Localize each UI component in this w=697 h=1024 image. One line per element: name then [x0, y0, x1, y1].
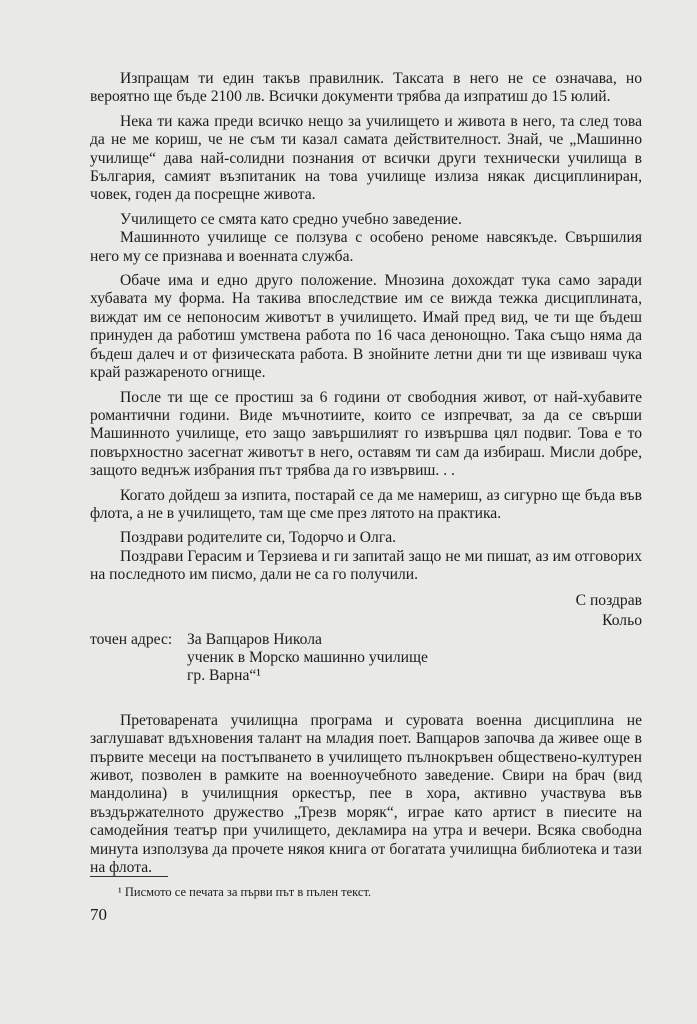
letter-paragraph-1: Изпращам ти един такъв правилник. Таксата в него не се означава, но вероятно ще бъде 2100 лв. Всички документи трябва да изпратиш до 15 юлий. [90, 70, 642, 106]
address-label: точен адрес: [90, 630, 173, 648]
letter-paragraph-5: Обаче има и едно друго положение. Мнозина дохождат тука само заради хубавата му форма. На такива впоследствие им се вижда тежка дисциплината, виждат им се непоносим животът в училището. Имай пред вид, че ти ще бъдеш принуден да работиш умствена работа по 16 часа денонощно. Така също няма да бъдеш далеч и от физическата работа. В знойните летни дни ти ще извиваш чука край разжареното огнище. [90, 272, 642, 382]
letter-paragraph-8: Поздрави родителите си, Тодорчо и Олга. [120, 529, 397, 547]
letter-paragraph-9: Поздрави Герасим и Терзиева и ги запитай защо не ми пишат, аз им отговорих на последното им писмо, дали не са го получили. [90, 547, 642, 584]
narrative-paragraph: Претоварената училищна програма и суровата военна дисциплина не заглушават вдъхновения талант на младия поет. Вапцаров започва да живее още в първите месеци на постъпването в училището пълнокръвен обществено-културен живот, позволен в рамките на военноучебното заведение. Свири на брач (вид мандолина) в училищния оркестър, пее в хора, активно участвува във въздържателното дружество „Трезв моряк“, играе като артист в пиесите на самодейния театър при училището, декламира на утра и вечери. Всяка свободна минута използува да прочете някоя книга от богатата училищна библиотека и тази на флота. [90, 711, 642, 877]
footnote: ¹ Писмото се печата за първи път в пълен текст. [118, 885, 372, 899]
letter-paragraph-2: Нека ти кажа преди всичко нещо за училището и живота в него, та след това да не ме кориш, че не съм ти казал самата действителност. Знай, че „Машинно училище“ дава най-солидни познания от всички други технически училища в България, самият възпитаник на това училище излиза някак дисциплиниран, човек, годен да посрещне живота. [90, 112, 642, 204]
address-line-2: ученик в Морско машинно училище [187, 648, 428, 666]
letter-paragraph-4: Машинното училище се ползува с особено реноме навсякъде. Свършилия него му се признава и военната служба. [90, 229, 642, 265]
main-text [90, 70, 642, 883]
letter-signature: Кольо [602, 611, 642, 629]
address-line-3: гр. Варна“¹ [187, 667, 261, 685]
letter-paragraph-7: Когато дойдеш за изпита, постарай се да ме намериш, аз сигурно ще бъда във флота, а не в училището, там ще сме през лятото на практика. [90, 486, 642, 522]
letter-signature-block [90, 591, 642, 631]
address-line-1: За Вапцаров Никола [187, 630, 322, 648]
page-number: 70 [90, 905, 107, 924]
footnote-divider [90, 876, 168, 877]
letter-closing: С поздрав [575, 591, 642, 609]
letter-paragraph-6: После ти ще се простиш за 6 години от свободния живот, от най-хубавите романтични години. Виде мъчнотиите, които се изпречват, за да се свърши Машинното училище, ето защо завършилият го извършва цял подвиг. Това е то повърхностно засегнат животът в него, оставям ти сам да избираш. Мисли добре, защото веднъж избрания път трябва да го извървиш. . . [90, 388, 642, 480]
letter-paragraph-3: Училището се смята като средно учебно заведение. [120, 210, 462, 228]
letter-address [90, 631, 642, 686]
